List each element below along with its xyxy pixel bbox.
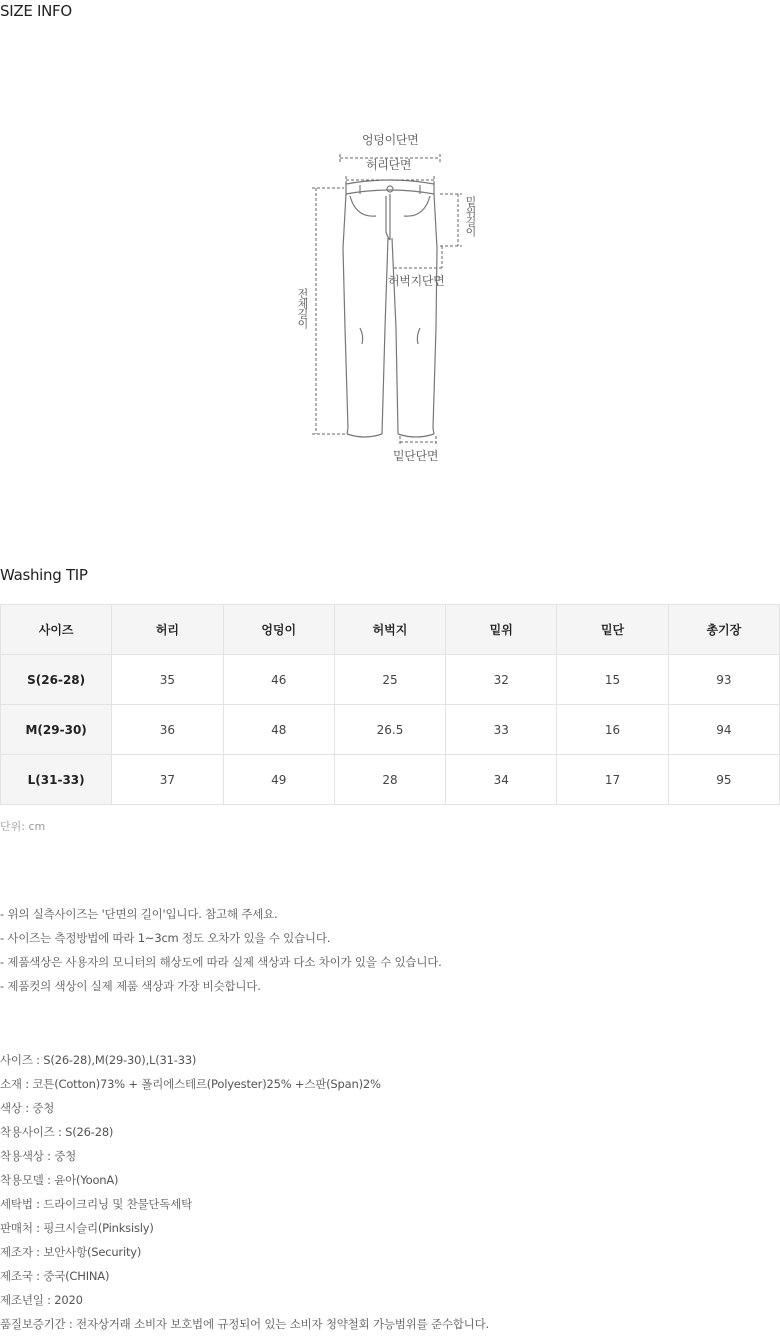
header-cell: 허벅지 [334, 605, 445, 655]
table-cell: 46 [223, 655, 334, 705]
spec-item: 착용사이즈 : S(26-28) [0, 1125, 114, 1139]
table-header-row [1, 605, 780, 655]
spec-item: 세탁법 : 드라이크리닝 및 찬물단독세탁 [0, 1197, 193, 1211]
size-cell: M(29-30) [1, 705, 112, 755]
table-cell: 16 [557, 705, 668, 755]
washing-tip-heading: Washing TIP [0, 566, 88, 584]
spec-item: 착용모델 : 윤아(YoonA) [0, 1173, 119, 1187]
note-item: - 제품색상은 사용자의 모니터의 해상도에 따라 실제 색상과 다소 차이가 있을 수 있습니다. [0, 955, 442, 969]
table-cell: 93 [668, 655, 779, 705]
table-row [1, 755, 780, 805]
total-length-label: 전체길이 [296, 288, 309, 328]
spec-item: 착용색상 : 중청 [0, 1149, 77, 1163]
note-item: - 사이즈는 측정방법에 따라 1~3cm 정도 오차가 있을 수 있습니다. [0, 931, 331, 945]
table-cell: 34 [446, 755, 557, 805]
spec-item: 품질보증기간 : 전자상거래 소비자 보호법에 규정되어 있는 소비자 청약철회 가능범위를 준수합니다. [0, 1317, 489, 1331]
table-cell: 26.5 [334, 705, 445, 755]
table-cell: 35 [112, 655, 223, 705]
unit-note: 단위: cm [0, 820, 46, 833]
size-cell: L(31-33) [1, 755, 112, 805]
table-cell: 95 [668, 755, 779, 805]
table-cell: 36 [112, 705, 223, 755]
table-row [1, 705, 780, 755]
pants-illustration [290, 128, 490, 468]
size-info-heading: SIZE INFO [0, 2, 72, 20]
size-cell: S(26-28) [1, 655, 112, 705]
note-item: - 제품컷의 색상이 실제 제품 색상과 가장 비슷합니다. [0, 979, 261, 993]
table-row [1, 655, 780, 705]
table-cell: 48 [223, 705, 334, 755]
spec-item: 색상 : 중청 [0, 1101, 55, 1115]
header-cell: 엉덩이 [223, 605, 334, 655]
waist-width-label: 허리단면 [366, 158, 412, 172]
hem-width-label: 밑단단면 [393, 449, 439, 463]
header-cell: 총기장 [668, 605, 779, 655]
spec-item: 사이즈 : S(26-28),M(29-30),L(31-33) [0, 1053, 197, 1067]
product-spec-list [0, 1048, 489, 1336]
size-table [0, 604, 780, 805]
thigh-width-label: 허벅지단면 [388, 274, 445, 288]
table-cell: 33 [446, 705, 557, 755]
header-cell: 밑위 [446, 605, 557, 655]
table-cell: 17 [557, 755, 668, 805]
size-notes-list [0, 902, 442, 998]
header-cell: 사이즈 [1, 605, 112, 655]
spec-item: 제조년일 : 2020 [0, 1293, 83, 1307]
spec-item: 제조국 : 중국(CHINA) [0, 1269, 110, 1283]
table-cell: 32 [446, 655, 557, 705]
spec-item: 소재 : 코튼(Cotton)73% + 폴리에스테르(Polyester)25% +스판(Span)2% [0, 1077, 381, 1091]
table-cell: 25 [334, 655, 445, 705]
header-cell: 밑단 [557, 605, 668, 655]
hip-width-label: 엉덩이단면 [362, 133, 419, 147]
table-cell: 49 [223, 755, 334, 805]
rise-length-label: 밑위길이 [464, 196, 477, 236]
spec-item: 제조자 : 보안사항(Security) [0, 1245, 142, 1259]
note-item: - 위의 실측사이즈는 '단면의 길이'입니다. 참고해 주세요. [0, 907, 278, 921]
table-cell: 94 [668, 705, 779, 755]
table-cell: 15 [557, 655, 668, 705]
pants-size-diagram [290, 128, 490, 468]
header-cell: 허리 [112, 605, 223, 655]
table-cell: 37 [112, 755, 223, 805]
table-cell: 28 [334, 755, 445, 805]
spec-item: 판매처 : 핑크시슬리(Pinksisly) [0, 1221, 154, 1235]
